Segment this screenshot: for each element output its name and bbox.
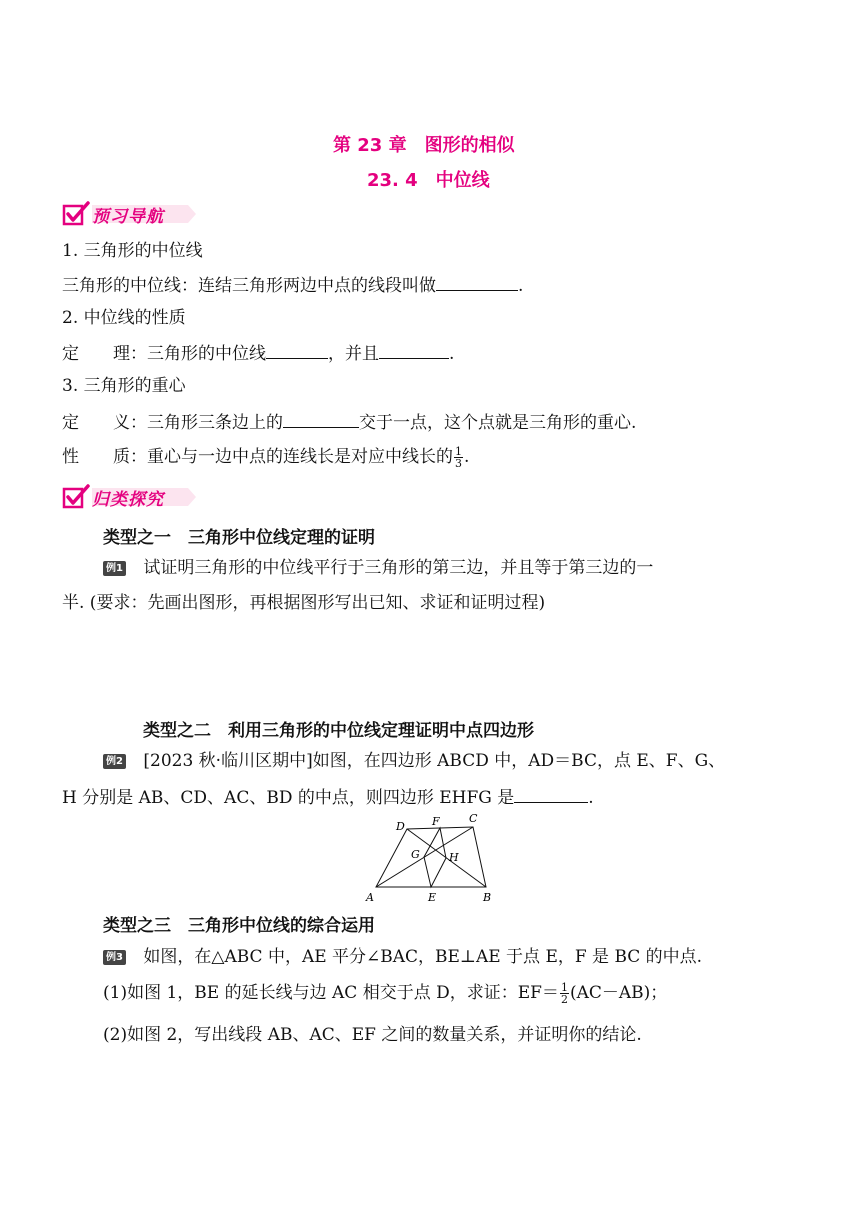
label-G: G bbox=[411, 848, 420, 861]
quadrilateral-figure bbox=[362, 812, 502, 908]
type1-heading: 类型之一 三角形中位线定理的证明 bbox=[103, 528, 375, 548]
prop-text: 性 质：重心与一边中点的连线长是对应中线长的 $\frac{1}{3}$ . bbox=[62, 445, 470, 470]
item2-text: 定 理：三角形的中位线 ，并且 . bbox=[62, 341, 454, 365]
example-badge: 例3 bbox=[103, 950, 126, 965]
label-H: H bbox=[449, 851, 459, 864]
example1-line2: 半. (要求：先画出图形，再根据图形写出已知、求证和证明过程) bbox=[62, 593, 546, 613]
example-badge: 例2 bbox=[103, 754, 126, 769]
example3-line1: 例3 如图，在△ABC 中，AE 平分∠BAC，BE⊥AE 于点 E，F 是 BC 的中点. bbox=[103, 946, 702, 968]
example1-line1: 例1 试证明三角形的中位线平行于三角形的第三边，并且等于第三边的一 bbox=[103, 557, 653, 579]
answer-blank[interactable] bbox=[283, 410, 359, 428]
label-B: B bbox=[483, 891, 492, 904]
type2-heading: 类型之二 利用三角形的中位线定理证明中点四边形 bbox=[143, 721, 534, 741]
example3-q2: (2)如图 2，写出线段 AB、AC、EF 之间的数量关系，并证明你的结论. bbox=[103, 1025, 642, 1045]
answer-blank[interactable] bbox=[266, 341, 328, 359]
item2-title: 2. 中位线的性质 bbox=[62, 308, 186, 328]
fraction-one-third: $\frac{1}{3}$ bbox=[455, 445, 462, 470]
answer-blank[interactable] bbox=[514, 785, 588, 803]
item1-text: 三角形的中位线：连结三角形两边中点的线段叫做 . bbox=[62, 273, 523, 297]
label-A: A bbox=[366, 891, 374, 904]
section-title: 23. 4 中位线 bbox=[367, 170, 490, 191]
chapter-title: 第 23 章 图形的相似 bbox=[333, 135, 515, 156]
label-F: F bbox=[432, 815, 440, 828]
label-E: E bbox=[428, 891, 437, 904]
explore-heading: 归类探究 bbox=[62, 483, 202, 511]
answer-blank[interactable] bbox=[379, 341, 449, 359]
example-badge: 例1 bbox=[103, 561, 126, 576]
item3-title: 3. 三角形的重心 bbox=[62, 376, 186, 396]
example3-q1: (1)如图 1，BE 的延长线与边 AC 相交于点 D，求证：EF＝ $\frac{1}{2}$ (AC－AB)； bbox=[103, 981, 668, 1006]
preview-heading: 预习导航 bbox=[62, 200, 202, 228]
def-text: 定 义：三角形三条边上的 交于一点，这个点就是三角形的重心. bbox=[62, 410, 636, 434]
example2-line1: 例2 [2023 秋·临川区期中]如图，在四边形 ABCD 中，AD＝BC，点 E、F、G、 bbox=[103, 750, 725, 772]
type3-heading: 类型之三 三角形中位线的综合运用 bbox=[103, 916, 375, 936]
fraction-one-half: $\frac{1}{2}$ bbox=[560, 981, 568, 1006]
label-C: C bbox=[469, 812, 478, 825]
label-D: D bbox=[396, 820, 405, 833]
example2-line2: H 分别是 AB、CD、AC、BD 的中点，则四边形 EHFG 是 . bbox=[62, 785, 594, 809]
item1-title: 1. 三角形的中位线 bbox=[62, 241, 203, 261]
answer-blank[interactable] bbox=[436, 273, 518, 291]
